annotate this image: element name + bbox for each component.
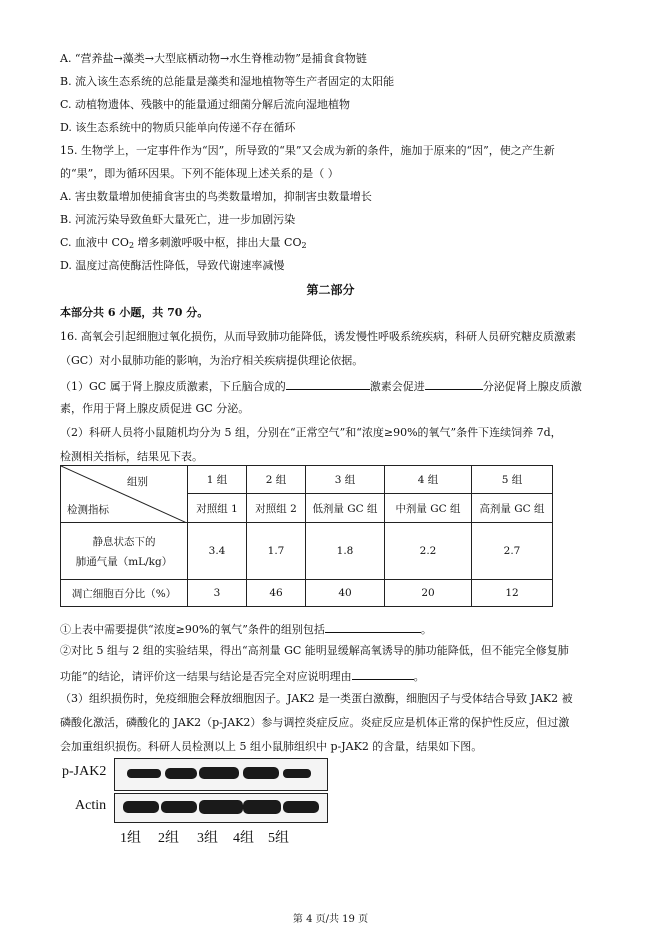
table-header-cell: 高剂量 GC 组 (472, 494, 553, 523)
table-header-cell: 5 组 (472, 466, 553, 494)
table-cell: 1.7 (247, 523, 306, 580)
option-line: B. 流入该生态系统的总能量是藻类和湿地植物等生产者固定的太阳能 (60, 75, 395, 88)
question-16-text: 会加重组织损伤。科研人员检测以上 5 组小鼠肺组织中 p-JAK2 的含量，结果如下图。 (60, 740, 483, 753)
table-cell: 2.7 (472, 523, 553, 580)
table-header-cell: 对照组 1 (188, 494, 247, 523)
question-16-text: 检测相关指标，结果见下表。 (60, 450, 203, 463)
table-cell: 46 (247, 580, 306, 607)
option-line: A. 害虫数量增加使捕食害虫的鸟类数量增加，抑制害虫数量增长 (60, 190, 372, 203)
question-16-part3: （3）组织损伤时，免疫细胞会释放细胞因子。JAK2 是一类蛋白激酶，细胞因子与受体结合导致 JAK2 被 (60, 692, 573, 705)
table-cell: 40 (306, 580, 385, 607)
blot-panel-actin (114, 793, 328, 823)
table-header-cell: 对照组 2 (247, 494, 306, 523)
question-16-text: 16. 高氧会引起细胞过氧化损伤，从而导致肺功能降低，诱发慢性呼吸系统疾病，科研人员研究糖皮质激素 (60, 330, 576, 343)
lane-label: 5组 (268, 831, 289, 846)
option-line: A. “营养盐→藻类→大型底栖动物→水生脊椎动物”是捕食食物链 (60, 52, 367, 65)
blot-band (161, 801, 197, 813)
diagonal-header-cell (61, 466, 188, 523)
option-line: D. 该生态系统中的物质只能单向传递不存在循环 (60, 121, 296, 134)
table-header-cell: 3 组 (306, 466, 385, 494)
blot-band (243, 767, 279, 779)
lane-label: 3组 (197, 831, 218, 846)
question-15-text: 15. 生物学上，一定事件作为“因”，所导致的“果”又会成为新的条件，施加于原来的“因”，使之产生新 (60, 144, 555, 157)
blot-band (123, 801, 159, 813)
table-cell: 2.2 (385, 523, 472, 580)
question-16-sub2: 功能”的结论，请评价这一结果与结论是否完全对应说明理由 。 (60, 670, 425, 683)
table-cell: 1.8 (306, 523, 385, 580)
blot-band (283, 801, 319, 813)
question-16-part2: （2）科研人员将小鼠随机均分为 5 组，分别在“正常空气”和“浓度≥90%的氧气”条件下连续饲养 7d， (60, 426, 562, 439)
section-note: 本部分共 6 小题，共 70 分。 (60, 306, 209, 319)
question-16-text: （GC）对小鼠肺功能的影响，为治疗相关疾病提供理论依据。 (60, 354, 364, 367)
lane-label: 2组 (158, 831, 179, 846)
answer-blank[interactable] (286, 378, 370, 390)
row-label: 静息状态下的 肺通气量（mL/kg） (61, 523, 188, 580)
table-header-cell: 中剂量 GC 组 (385, 494, 472, 523)
option-line: B. 河流污染导致鱼虾大量死亡，进一步加剧污染 (60, 213, 296, 226)
table-cell: 3.4 (188, 523, 247, 580)
table-cell: 12 (472, 580, 553, 607)
table-header-cell: 1 组 (188, 466, 247, 494)
option-line: D. 温度过高使酶活性降低，导致代谢速率减慢 (60, 259, 285, 272)
answer-blank[interactable] (352, 668, 414, 680)
blot-band (127, 769, 161, 778)
blot-band (199, 800, 243, 814)
table-header-cell: 2 组 (247, 466, 306, 494)
question-15-text: 的“果”，即为循环因果。下列不能体现上述关系的是（ ） (60, 167, 339, 180)
table-header-cell: 4 组 (385, 466, 472, 494)
table-header-cell: 低剂量 GC 组 (306, 494, 385, 523)
blot-band (199, 767, 239, 779)
question-16-part1: （1）GC 属于肾上腺皮质激素，下丘脑合成的 激素会促进 分泌促肾上腺皮质激 (60, 380, 582, 393)
blot-label-pjak2: p-JAK2 (62, 764, 107, 779)
blot-band (165, 768, 197, 779)
lane-label: 4组 (233, 831, 254, 846)
question-16-text: 磷酸化激活，磷酸化的 JAK2（p-JAK2）参与调控炎症反应。炎症反应是机体正常的保护性反应，但过激 (60, 716, 570, 729)
answer-blank[interactable] (325, 621, 421, 633)
page-footer: 第 4 页/共 19 页 (292, 914, 369, 925)
table-cell: 3 (188, 580, 247, 607)
question-16-sub1: ①上表中需要提供“浓度≥90%的氧气”条件的组别包括 。 (60, 623, 432, 636)
lane-label: 1组 (120, 831, 141, 846)
blot-band (243, 800, 281, 814)
option-line: C. 动植物遗体、残骸中的能量通过细菌分解后流向湿地植物 (60, 98, 351, 111)
blot-panel-pjak2 (114, 758, 328, 791)
table-cell: 20 (385, 580, 472, 607)
question-16-sub2: ②对比 5 组与 2 组的实验结果，得出“高剂量 GC 能明显缓解高氧诱导的肺功能降低，但不能完全修复肺 (60, 644, 569, 657)
blot-band (283, 769, 311, 778)
header-group-label: 组别 (127, 476, 148, 488)
section-title: 第二部分 (306, 283, 355, 297)
question-16-text: 素，作用于肾上腺皮质促进 GC 分泌。 (60, 402, 250, 415)
header-metric-label: 检测指标 (67, 504, 109, 516)
row-label: 凋亡细胞百分比（%） (61, 580, 188, 607)
blot-label-actin: Actin (75, 798, 107, 813)
answer-blank[interactable] (425, 378, 483, 390)
option-line-c: C. 血液中 $CO_2$ 增多刺激呼吸中枢，排出大量 $CO_2$ (60, 236, 307, 250)
results-table (60, 465, 553, 607)
